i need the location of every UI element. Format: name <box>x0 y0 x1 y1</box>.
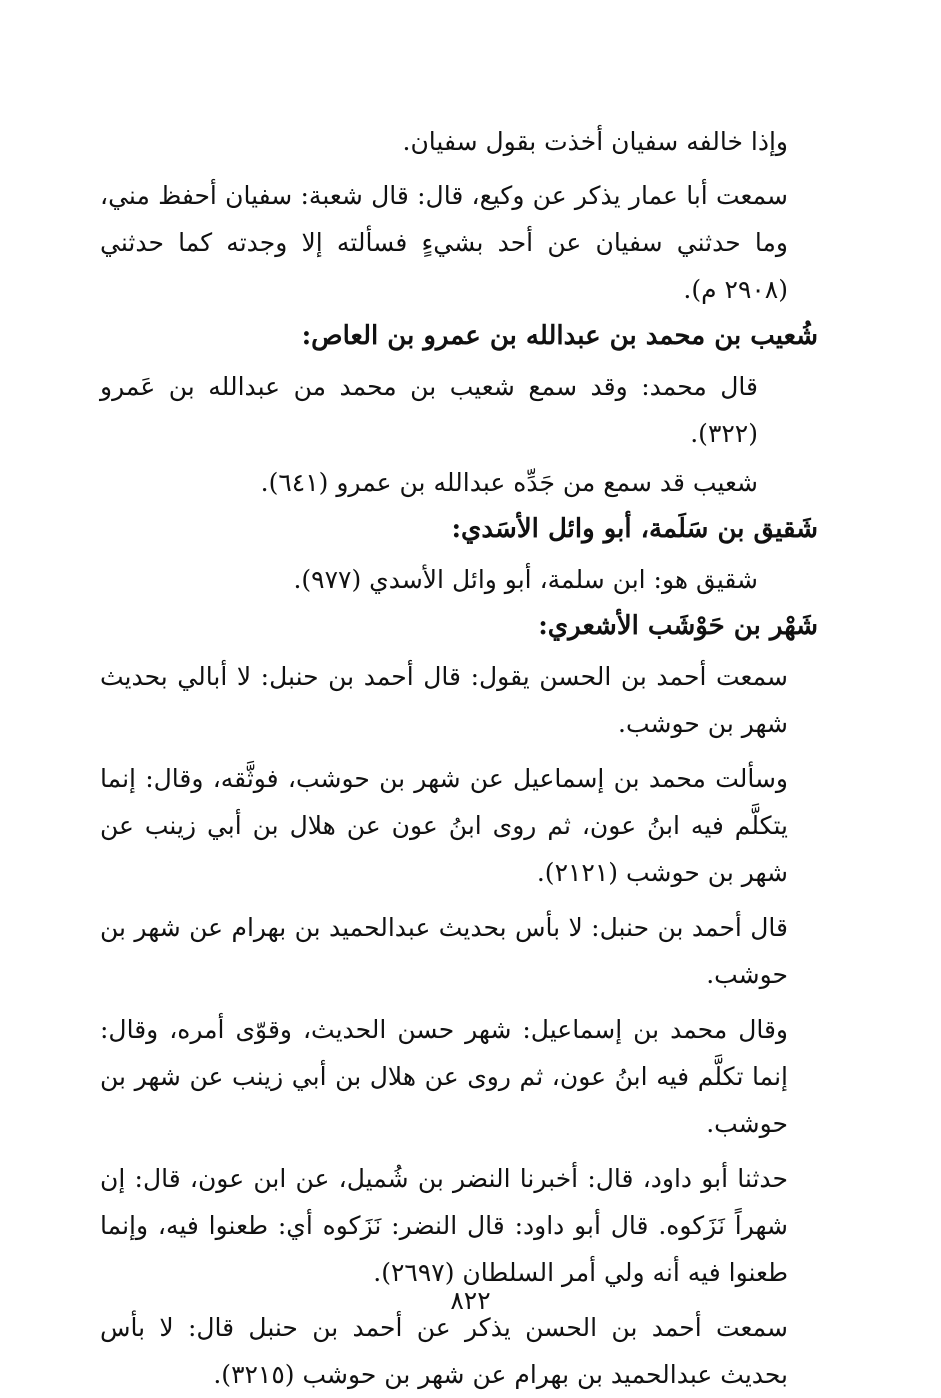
paragraph-4: شعيب قد سمع من جَدِّه عبدالله بن عمرو (٦٤١). <box>260 468 758 497</box>
paragraph-7: وسألت محمد بن إسماعيل عن شهر بن حوشب، فوثَّقه، وقال: إنما يتكلَّم فيه ابنُ عون، ثم روى ابنُ عون عن هلال بن أبي زينب عن شهر بن حوشب (٢١٢١). <box>100 764 788 887</box>
page-body <box>100 118 818 1389</box>
heading-shuaib: شُعيب بن محمد بن عبدالله بن عمرو بن العاص: <box>301 321 818 351</box>
heading-shaqiq: شَقيق بن سَلَمة، أبو وائل الأسَدي: <box>451 514 818 544</box>
paragraph-5: شقيق هو: ابن سلمة، أبو وائل الأسدي (٩٧٧). <box>293 565 758 594</box>
paragraph-9: وقال محمد بن إسماعيل: شهر حسن الحديث، وقوّى أمره، وقال: إنما تكلَّم فيه ابنُ عون، ثم روى عن هلال بن أبي زينب عن شهر بن حوشب. <box>100 1015 788 1138</box>
paragraph-1: وإذا خالفه سفيان أخذت بقول سفيان. <box>402 127 788 156</box>
paragraph-8: قال أحمد بن حنبل: لا بأس بحديث عبدالحميد بن بهرام عن شهر بن حوشب. <box>100 913 788 989</box>
paragraph-11: سمعت أحمد بن الحسن يذكر عن أحمد بن حنبل قال: لا بأس بحديث عبدالحميد بن بهرام عن شهر بن حوشب (٣٢١٥). <box>100 1313 788 1389</box>
paragraph-3: قال محمد: وقد سمع شعيب بن محمد من عبدالله بن عَمرو (٣٢٢). <box>100 372 758 448</box>
heading-shahr: شَهْر بن حَوْشَب الأشعري: <box>538 611 818 641</box>
paragraph-6: سمعت أحمد بن الحسن يقول: قال أحمد بن حنبل: لا أبالي بحديث شهر بن حوشب. <box>100 662 788 738</box>
paragraph-10: حدثنا أبو داود، قال: أخبرنا النضر بن شُميل، عن ابن عون، قال: إن شهراً نَزَكوه. قال أبو داود: قال النضر: نَزَكوه أي: طعنوا فيه، وإنما طعنوا فيه أنه ولي أمر السلطان (٢٦٩٧). <box>100 1164 788 1287</box>
paragraph-2: سمعت أبا عمار يذكر عن وكيع، قال: قال شعبة: سفيان أحفظ مني، وما حدثني سفيان عن أحد بشيءٍ فسألته إلا وجدته كما حدثني (٢٩٠٨ م). <box>100 181 788 304</box>
page-number: ٨٢٢ <box>450 1286 491 1315</box>
